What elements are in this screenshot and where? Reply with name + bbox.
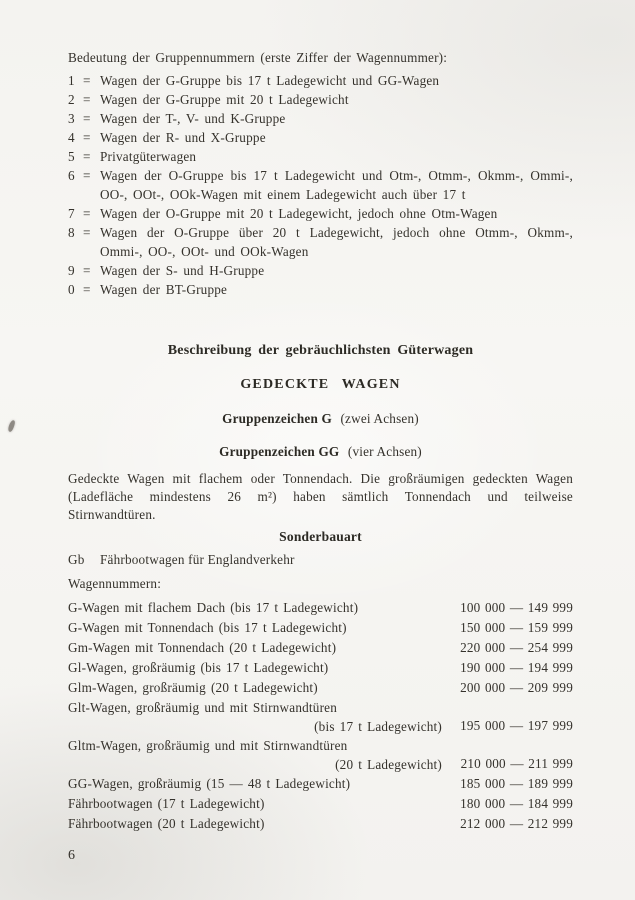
- row-label: Gltm-Wagen, großräumig und mit Stirnwandtüren: [68, 738, 348, 753]
- table-row: [68, 618, 573, 638]
- list-item: [68, 223, 573, 261]
- list-item: [68, 71, 573, 90]
- item-text: Wagen der S- und H-Gruppe: [100, 263, 265, 278]
- list-item: [68, 261, 573, 280]
- item-text: Wagen der BT-Gruppe: [100, 282, 228, 297]
- list-item: [68, 128, 573, 147]
- table-row: [68, 774, 573, 794]
- wagennummern-label: Wagennummern:: [68, 576, 162, 591]
- table-row: [68, 794, 573, 814]
- table-row: [68, 814, 573, 834]
- group-sign-gg-heading: [68, 443, 573, 461]
- item-number: 1: [68, 73, 75, 88]
- group-sign-g-bold: Gruppenzeichen G: [222, 411, 332, 426]
- list-item: [68, 147, 573, 166]
- item-number: 4: [68, 130, 75, 145]
- list-item: [68, 280, 573, 299]
- row-label: Fährbootwagen (20 t Ladegewicht): [68, 816, 265, 831]
- table-row: [68, 736, 573, 774]
- group-numbers-list: [68, 71, 573, 299]
- row-label: G-Wagen mit Tonnendach (bis 17 t Ladegewicht): [68, 620, 347, 635]
- item-text: Wagen der O-Gruppe mit 20 t Ladegewicht, jedoch ohne Otm-Wagen: [100, 206, 498, 221]
- section-title: Beschreibung der gebräuchlichsten Güterwagen: [167, 343, 474, 358]
- list-item: [68, 204, 573, 223]
- item-number: 2: [68, 92, 75, 107]
- row-label-continuation: (20 t Ladegewicht): [335, 757, 442, 772]
- number-range: 195 000 — 197 999: [460, 718, 573, 733]
- section-subtitle-caps: GEDECKTE WAGEN: [240, 377, 401, 392]
- equals-sign: =: [83, 73, 91, 88]
- table-row: [68, 678, 573, 698]
- table-row: [68, 698, 573, 736]
- item-text: Wagen der T-, V- und K-Gruppe: [100, 111, 286, 126]
- table-row: [68, 638, 573, 658]
- equals-sign: =: [83, 225, 91, 240]
- item-number: 0: [68, 282, 75, 297]
- number-range: 100 000 — 149 999: [460, 600, 573, 615]
- number-range: 185 000 — 189 999: [460, 776, 573, 791]
- group-sign-g-rest: (zwei Achsen): [340, 411, 419, 426]
- group-numbers-heading: Bedeutung der Gruppennummern (erste Ziffer der Wagennummer):: [68, 50, 448, 65]
- group-sign-gg-rest: (vier Achsen): [347, 444, 422, 459]
- row-label: Glm-Wagen, großräumig (20 t Ladegewicht): [68, 680, 318, 695]
- row-label: GG-Wagen, großräumig (15 — 48 t Ladegewicht): [68, 776, 351, 791]
- ink-blemish-mark: [7, 420, 15, 433]
- item-text: Wagen der G-Gruppe bis 17 t Ladegewicht und GG-Wagen: [100, 73, 440, 88]
- item-number: 8: [68, 225, 75, 240]
- number-range: 150 000 — 159 999: [460, 620, 573, 635]
- item-text: Wagen der O-Gruppe über 20 t Ladegewicht, jedoch ohne Otmm-, Okmm-, Ommi-, OO-, OOt- und OOk-Wagen: [100, 225, 573, 259]
- number-range: 180 000 — 184 999: [460, 796, 573, 811]
- row-label: Fährbootwagen (17 t Ladegewicht): [68, 796, 265, 811]
- row-label: Glt-Wagen, großräumig und mit Stirnwandtüren: [68, 700, 338, 715]
- page-number: 6: [68, 848, 76, 863]
- number-range: 220 000 — 254 999: [460, 640, 573, 655]
- equals-sign: =: [83, 168, 91, 183]
- wagon-code-description: Fährbootwagen für Englandverkehr: [100, 552, 295, 567]
- sonderbauart-entry: [68, 551, 573, 569]
- equals-sign: =: [83, 263, 91, 278]
- number-range: 200 000 — 209 999: [460, 680, 573, 695]
- row-label: Gl-Wagen, großräumig (bis 17 t Ladegewicht): [68, 660, 329, 675]
- description-paragraph: Gedeckte Wagen mit flachem oder Tonnendach. Die großräumigen gedeckten Wagen (Ladefläche mindestens 26 m²) haben sämtlich Tonnendach und teilweise Stirnwandtüren.: [68, 471, 573, 522]
- equals-sign: =: [83, 111, 91, 126]
- group-sign-g-heading: [68, 410, 573, 428]
- number-range: 210 000 — 211 999: [460, 756, 573, 771]
- equals-sign: =: [83, 92, 91, 107]
- group-sign-gg-bold: Gruppenzeichen GG: [219, 444, 340, 459]
- item-number: 6: [68, 168, 75, 183]
- item-text: Privatgüterwagen: [100, 149, 197, 164]
- wagon-number-table: [68, 598, 573, 834]
- equals-sign: =: [83, 206, 91, 221]
- row-label: G-Wagen mit flachem Dach (bis 17 t Ladegewicht): [68, 600, 359, 615]
- number-range: 212 000 — 212 999: [460, 816, 573, 831]
- equals-sign: =: [83, 282, 91, 297]
- equals-sign: =: [83, 149, 91, 164]
- table-row: [68, 598, 573, 618]
- row-label: Gm-Wagen mit Tonnendach (20 t Ladegewicht): [68, 640, 337, 655]
- item-text: Wagen der O-Gruppe bis 17 t Ladegewicht und Otm-, Otmm-, Okmm-, Ommi-, OO-, OOt-, OOk-Wagen mit einem Ladegewicht auch über 17 t: [100, 168, 573, 202]
- wagon-code: Gb: [68, 552, 85, 567]
- row-label-continuation: (bis 17 t Ladegewicht): [314, 719, 442, 734]
- item-text: Wagen der G-Gruppe mit 20 t Ladegewicht: [100, 92, 349, 107]
- list-item: [68, 90, 573, 109]
- item-number: 3: [68, 111, 75, 126]
- item-number: 7: [68, 206, 75, 221]
- item-number: 5: [68, 149, 75, 164]
- item-text: Wagen der R- und X-Gruppe: [100, 130, 266, 145]
- list-item: [68, 109, 573, 128]
- item-number: 9: [68, 263, 75, 278]
- number-range: 190 000 — 194 999: [460, 660, 573, 675]
- sonderbauart-heading: Sonderbauart: [279, 529, 362, 544]
- list-item: [68, 166, 573, 204]
- table-row: [68, 658, 573, 678]
- equals-sign: =: [83, 130, 91, 145]
